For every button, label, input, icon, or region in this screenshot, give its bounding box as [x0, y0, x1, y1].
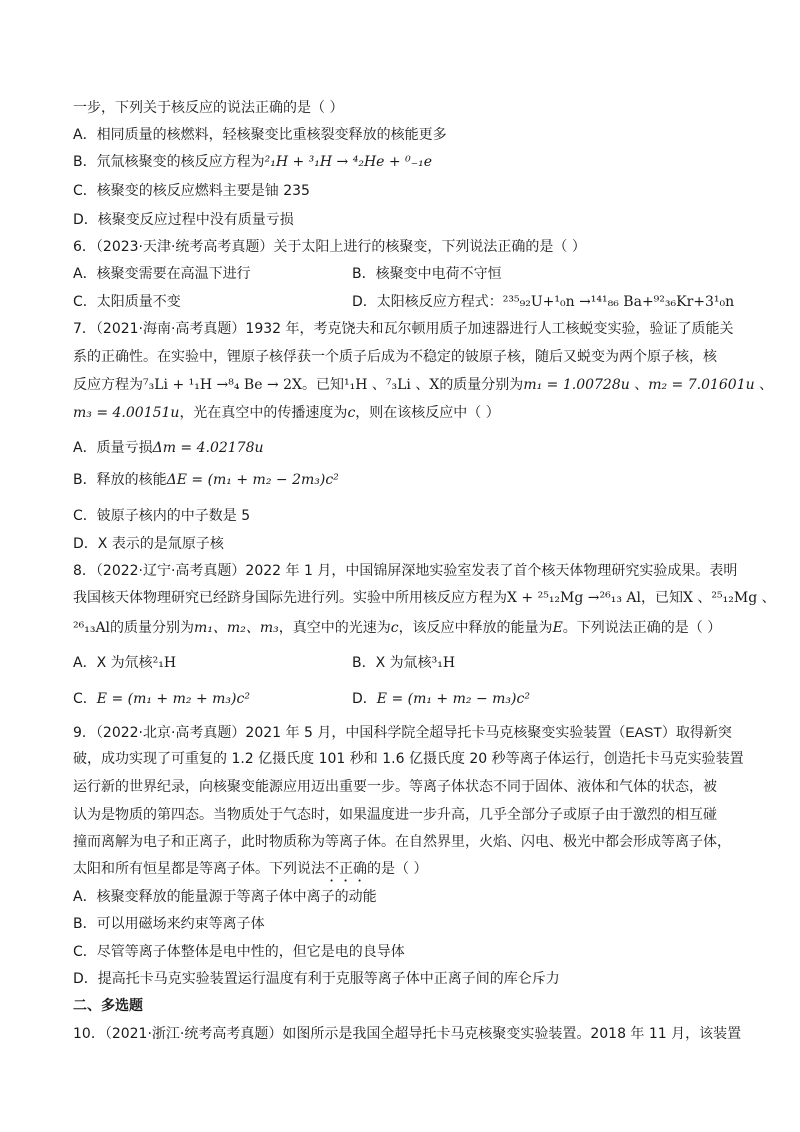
q6-option-b: B．核聚变中电荷不守恒 — [352, 266, 502, 282]
q8-option-c — [73, 689, 250, 709]
q8-option-b-label: B．X 为氚核 — [352, 655, 432, 671]
q8-option-d-label: D． — [352, 691, 377, 707]
q8-option-b-nuclide: ³₁H — [431, 655, 456, 671]
section-heading-multiple-choice: 二、多选题 — [73, 998, 143, 1014]
q7-option-a — [73, 438, 264, 458]
q7-stem-line-1: 7．（2021·海南·高考真题）1932 年，考克饶夫和瓦尔顿用质子加速器进行人工核蜕变实验，验证了质能关 — [73, 321, 734, 337]
q8-option-c-equation: E = (m₁ + m₂ + m₃)c² — [96, 691, 250, 707]
q9-text: ）取得新突 — [661, 725, 732, 741]
q6-option-d-equation: ²³⁵₉₂U+¹₀n →¹⁴¹₈₆ Ba+⁹²₃₆Kr+3¹₀n — [502, 294, 735, 310]
q7-text: 反应方程为 — [73, 377, 143, 393]
q6-option-c: C．太阳质量不变 — [73, 294, 181, 310]
q5-option-b — [73, 152, 432, 172]
q5-option-b-equation: ²₁H + ³₁H → ⁴₂He + ⁰₋₁e — [264, 154, 432, 170]
q7-stem-line-4 — [73, 403, 500, 423]
q9-stem-line-4: 认为是物质的第四态。当物质处于气态时，如果温度进一步升高，几乎全部分子或原子由于激烈的相互碰 — [73, 807, 717, 823]
q7-m1: m₁ = 1.00728u — [523, 377, 630, 393]
q5-option-c: C．核聚变的核反应燃料主要是铀 235 — [73, 183, 310, 199]
q9-option-a: A．核聚变释放的能量源于等离子体中离子的动能 — [73, 889, 377, 905]
q9-stem-line-3: 运行新的世界纪录，向核聚变能源应用迈出重要一步。等离子体状态不同于固体、液体和气体的状态，被 — [73, 779, 717, 795]
q7-text: ，则在该核反应中（ ） — [355, 405, 500, 421]
q8-text: 。下列说法正确的是（ ） — [562, 620, 722, 636]
q8-e: E — [552, 620, 563, 636]
q9-option-c: C．尽管等离子体整体是电中性的，但它是电的良导体 — [73, 944, 405, 960]
q8-text: 我国核天体物理研究已经跻身国际先进行列。实验中所用核反应方程为 — [73, 590, 507, 606]
q7-stem-line-3 — [73, 375, 773, 395]
q6-option-a: A．核聚变需要在高温下进行 — [73, 266, 251, 282]
q6-stem: 6．（2023·天津·统考高考真题）关于太阳上进行的核聚变，下列说法正确的是（ ） — [73, 239, 586, 255]
q8-text: ，已知 — [641, 590, 684, 606]
q8-nuclides: X 、²⁵₁₂Mg 、 — [683, 590, 776, 606]
q5-stem: 一步，下列关于核反应的说法正确的是（ ） — [73, 100, 344, 116]
q9-option-d: D．提高托卡马克实验装置运行温度有利于克服等离子体中正离子间的库仑斥力 — [73, 971, 560, 987]
q7-option-a-label: A．质量亏损 — [73, 440, 153, 456]
q7-stem-line-2: 系的正确性。在实验中，锂原子核俘获一个质子后成为不稳定的铍原子核，随后又蜕变为两个原子核，核 — [73, 349, 717, 365]
q7-c: c — [347, 405, 356, 421]
q7-text: ，光在真空中的传播速度为 — [179, 405, 348, 421]
q9-text: 太阳和所有恒星都是等离子体。下列说法 — [73, 861, 325, 877]
q6-option-d — [352, 292, 734, 312]
q9-text: 9．（2022·北京·高考真题）2021 年 5 月，中国科学院全超导托卡马克核聚变实验装置（ — [73, 725, 626, 741]
q7-text: 的质量分别为 — [439, 377, 524, 393]
q8-text: ，该反应中释放的能量为 — [398, 620, 553, 636]
q9-emphasis: 不正确 — [325, 861, 367, 877]
q5-option-b-label: B．氘氚核聚变的核反应方程为 — [73, 154, 265, 170]
q8-option-a — [73, 653, 176, 673]
q9-text: 的是（ ） — [367, 861, 428, 877]
q9-east: EAST — [625, 724, 662, 740]
q5-option-a: A．相同质量的核燃料，轻核聚变比重核裂变释放的核能更多 — [73, 127, 447, 143]
q7-option-b-equation: ΔE = (m₁ + m₂ − 2m₃)c² — [166, 472, 339, 488]
q8-c: c — [390, 620, 399, 636]
q7-option-a-equation: Δm = 4.02178u — [152, 440, 264, 456]
q8-stem-line-3 — [73, 618, 721, 638]
q8-option-d-equation: E = (m₁ + m₂ − m₃)c² — [376, 691, 530, 707]
q7-m3: m₃ = 4.00151u — [73, 405, 180, 421]
q5-option-d: D．核聚变反应过程中没有质量亏损 — [73, 212, 294, 228]
q8-option-a-nuclide: ²₁H — [152, 655, 177, 671]
q9-stem-line-2: 破，成功实现了可重复的 1.2 亿摄氏度 101 秒和 1.6 亿摄氏度 20 秒等离子体运行，创造托卡马克实验装置 — [73, 751, 744, 767]
q7-sep: 、 — [754, 377, 774, 393]
q9-option-b: B．可以用磁场来约束等离子体 — [73, 916, 265, 932]
q8-option-b — [352, 653, 455, 673]
q8-option-d — [352, 689, 530, 709]
q8-stem-line-1: 8．（2022·辽宁·高考真题）2022 年 1 月，中国锦屏深地实验室发表了首个核天体物理研究实验成果。表明 — [73, 563, 738, 579]
q8-option-a-label: A．X 为氘核 — [73, 655, 153, 671]
q7-reaction-equation: ⁷₃Li + ¹₁H →⁸₄ Be → 2X — [143, 377, 302, 393]
q7-text: 。已知 — [302, 377, 344, 393]
q10-stem-line-1: 10．（2021·浙江·统考高考真题）如图所示是我国全超导托卡马克核聚变实验装置。2018 年 11 月，该装置 — [73, 1026, 742, 1042]
q7-option-d: D．X 表示的是氚原子核 — [73, 536, 224, 552]
q9-stem-line-6 — [73, 859, 427, 885]
q7-m2: m₂ = 7.01601u — [648, 377, 755, 393]
q8-al-nuclide: ²⁶₁₃Al — [73, 620, 111, 636]
q9-stem-line-5: 撞而离解为电子和正离子，此时物质称为等离子体。在自然界里，火焰、闪电、极光中都会形成等离子体， — [73, 834, 731, 850]
q8-option-c-label: C． — [73, 691, 97, 707]
q8-text: ，真空中的光速为 — [278, 620, 391, 636]
q7-nuclides: ¹₁H 、⁷₃Li 、X — [344, 377, 440, 393]
q8-reaction-equation: X + ²⁵₁₂Mg →²⁶₁₃ Al — [507, 590, 642, 606]
q9-stem-line-1 — [73, 722, 732, 743]
q6-option-d-label: D．太阳核反应方程式： — [352, 294, 503, 310]
q7-option-b-label: B．释放的核能 — [73, 472, 167, 488]
q7-sep: 、 — [629, 377, 649, 393]
q7-option-c: C．铍原子核内的中子数是 5 — [73, 508, 251, 524]
q8-masses: m₁、m₂、m₃ — [194, 620, 279, 636]
q8-stem-line-2 — [73, 588, 776, 608]
q8-text: 的质量分别为 — [110, 620, 195, 636]
q7-option-b — [73, 470, 339, 490]
